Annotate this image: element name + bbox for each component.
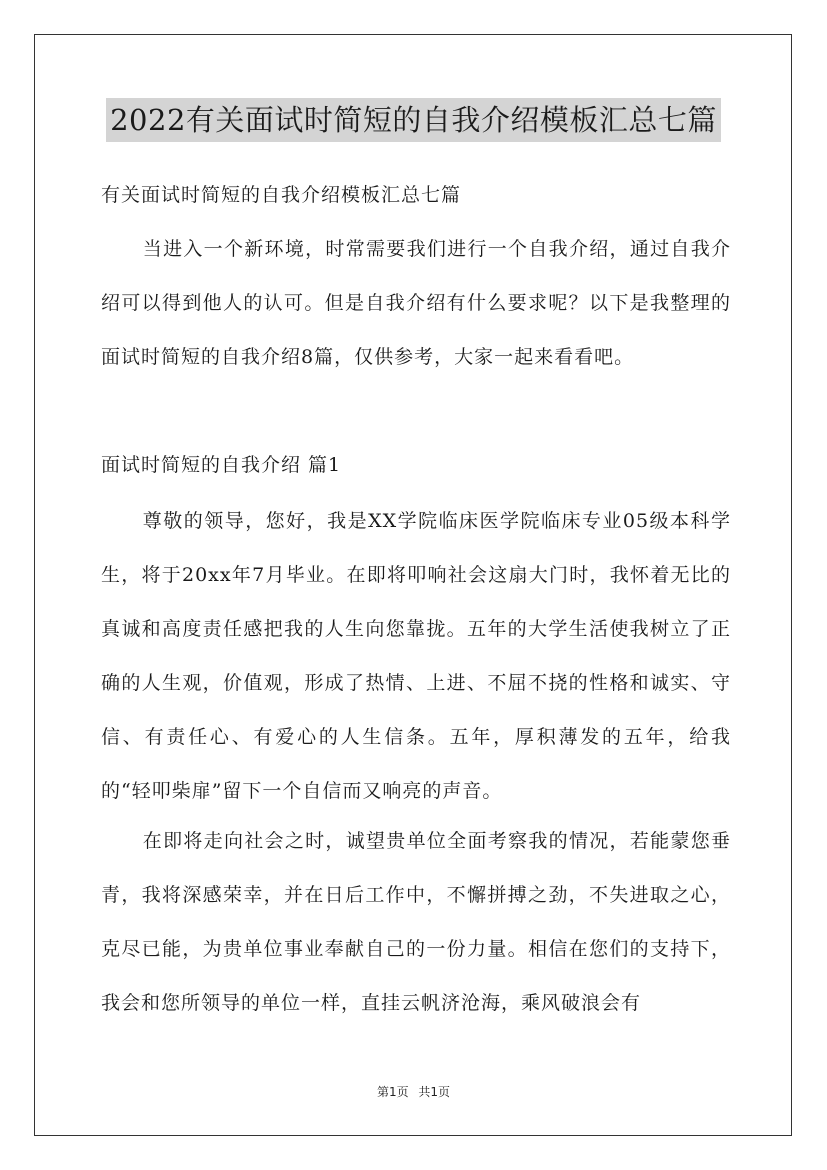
body-paragraph-1: 尊敬的领导，您好，我是XX学院临床医学院临床专业05级本科学生，将于20xx年7月毕业。在即将叩响社会这扇大门时，我怀着无比的真诚和高度责任感把我的人生向您靠拢。五年的大学生活使我树立了正确的人生观，价值观，形成了热情、上进、不屈不挠的性格和诚实、守信、有责任心、有爱心的人生信条。五年，厚积薄发的五年，给我的“轻叩柴扉”留下一个自信而又响亮的声音。 xyxy=(101,510,731,802)
page-footer xyxy=(0,1083,827,1100)
section-heading: 面试时简短的自我介绍 篇1 xyxy=(101,454,342,476)
page-total: 共1页 xyxy=(418,1085,451,1099)
page-number: 第1页 xyxy=(376,1085,409,1099)
document-title: 2022有关面试时简短的自我介绍模板汇总七篇 xyxy=(106,98,721,142)
title-container xyxy=(0,98,827,142)
intro-paragraph: 当进入一个新环境，时常需要我们进行一个自我介绍，通过自我介绍可以得到他人的认可。但是自我介绍有什么要求呢？以下是我整理的面试时简短的自我介绍8篇，仅供参考，大家一起来看看吧。 xyxy=(101,238,731,368)
body-paragraph-2: 在即将走向社会之时，诚望贵单位全面考察我的情况，若能蒙您垂青，我将深感荣幸，并在日后工作中，不懈拼搏之劲，不失进取之心，克尽已能，为贵单位事业奉献自己的一份力量。相信在您们的支持下，我会和您所领导的单位一样，直挂云帆济沧海，乘风破浪会有 xyxy=(101,830,731,1014)
document-subtitle: 有关面试时简短的自我介绍模板汇总七篇 xyxy=(101,184,462,206)
